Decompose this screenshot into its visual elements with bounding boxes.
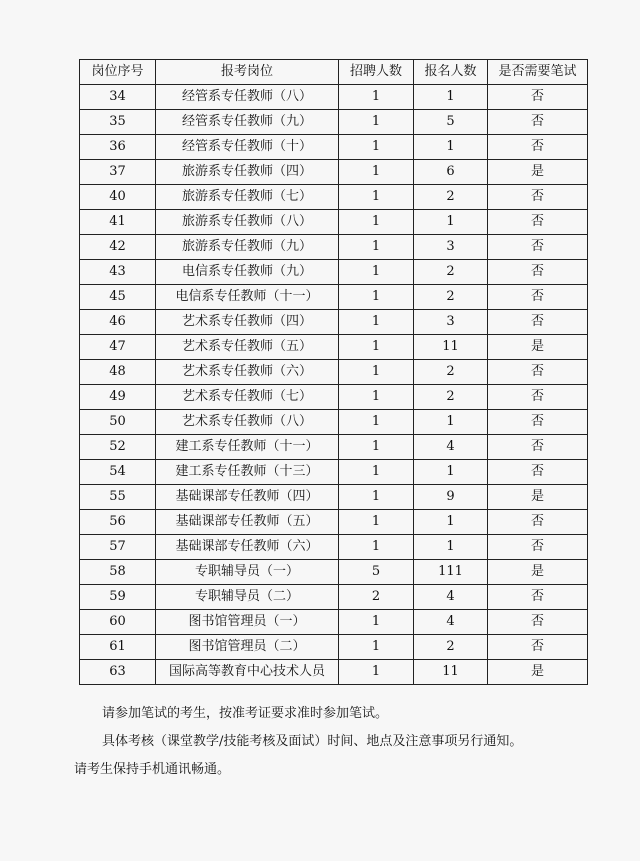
cell-position-no: 56 <box>80 510 156 535</box>
cell-written-exam: 否 <box>488 385 588 410</box>
cell-position-no: 34 <box>80 85 156 110</box>
cell-written-exam: 否 <box>488 435 588 460</box>
table-row <box>80 260 588 285</box>
cell-position-name: 电信系专任教师（九） <box>156 260 339 285</box>
cell-written-exam: 是 <box>488 160 588 185</box>
cell-written-exam: 否 <box>488 285 588 310</box>
cell-position-no: 43 <box>80 260 156 285</box>
cell-position-name: 图书馆管理员（一） <box>156 610 339 635</box>
note-phone: 请考生保持手机通讯畅通。 <box>74 762 231 777</box>
cell-applicant-count: 1 <box>414 535 488 560</box>
table-row <box>80 585 588 610</box>
cell-hiring-count: 1 <box>339 610 414 635</box>
cell-written-exam: 否 <box>488 635 588 660</box>
cell-hiring-count: 5 <box>339 560 414 585</box>
cell-applicant-count: 1 <box>414 510 488 535</box>
cell-applicant-count: 2 <box>414 185 488 210</box>
cell-position-no: 36 <box>80 135 156 160</box>
cell-applicant-count: 6 <box>414 160 488 185</box>
table-row <box>80 135 588 160</box>
table-row <box>80 660 588 685</box>
cell-applicant-count: 3 <box>414 235 488 260</box>
cell-written-exam: 是 <box>488 560 588 585</box>
cell-written-exam: 是 <box>488 660 588 685</box>
cell-hiring-count: 1 <box>339 135 414 160</box>
cell-hiring-count: 1 <box>339 360 414 385</box>
cell-position-name: 经管系专任教师（九） <box>156 110 339 135</box>
cell-position-no: 57 <box>80 535 156 560</box>
table-row <box>80 635 588 660</box>
header-written-exam: 是否需要笔试 <box>488 60 588 85</box>
cell-position-no: 42 <box>80 235 156 260</box>
cell-position-name: 建工系专任教师（十三） <box>156 460 339 485</box>
cell-applicant-count: 3 <box>414 310 488 335</box>
cell-position-no: 35 <box>80 110 156 135</box>
cell-position-no: 40 <box>80 185 156 210</box>
cell-hiring-count: 1 <box>339 310 414 335</box>
cell-hiring-count: 1 <box>339 85 414 110</box>
table-row <box>80 535 588 560</box>
cell-position-name: 艺术系专任教师（七） <box>156 385 339 410</box>
cell-hiring-count: 1 <box>339 235 414 260</box>
notes-section <box>74 700 608 784</box>
cell-written-exam: 是 <box>488 335 588 360</box>
cell-written-exam: 否 <box>488 110 588 135</box>
cell-position-name: 建工系专任教师（十一） <box>156 435 339 460</box>
cell-applicant-count: 1 <box>414 85 488 110</box>
cell-position-name: 专职辅导员（一） <box>156 560 339 585</box>
cell-position-no: 37 <box>80 160 156 185</box>
cell-position-name: 专职辅导员（二） <box>156 585 339 610</box>
table-row <box>80 560 588 585</box>
table-row <box>80 385 588 410</box>
cell-applicant-count: 1 <box>414 460 488 485</box>
cell-applicant-count: 1 <box>414 210 488 235</box>
cell-position-no: 58 <box>80 560 156 585</box>
cell-hiring-count: 1 <box>339 110 414 135</box>
cell-applicant-count: 11 <box>414 660 488 685</box>
note-written-exam: 请参加笔试的考生，按准考证要求准时参加笔试。 <box>102 706 389 721</box>
table-header <box>80 60 588 85</box>
cell-position-no: 61 <box>80 635 156 660</box>
cell-position-name: 经管系专任教师（十） <box>156 135 339 160</box>
cell-applicant-count: 2 <box>414 260 488 285</box>
cell-position-name: 旅游系专任教师（九） <box>156 235 339 260</box>
cell-written-exam: 否 <box>488 235 588 260</box>
cell-written-exam: 否 <box>488 535 588 560</box>
table-row <box>80 110 588 135</box>
table-row <box>80 485 588 510</box>
cell-written-exam: 否 <box>488 360 588 385</box>
cell-position-name: 电信系专任教师（十一） <box>156 285 339 310</box>
cell-position-name: 图书馆管理员（二） <box>156 635 339 660</box>
cell-written-exam: 否 <box>488 510 588 535</box>
cell-applicant-count: 4 <box>414 585 488 610</box>
cell-hiring-count: 1 <box>339 510 414 535</box>
positions-table <box>79 59 588 685</box>
cell-position-no: 48 <box>80 360 156 385</box>
cell-hiring-count: 1 <box>339 385 414 410</box>
cell-applicant-count: 4 <box>414 610 488 635</box>
table-header-row <box>80 60 588 85</box>
cell-hiring-count: 1 <box>339 210 414 235</box>
cell-position-name: 国际高等教育中心技术人员 <box>156 660 339 685</box>
cell-position-no: 49 <box>80 385 156 410</box>
header-position-name: 报考岗位 <box>156 60 339 85</box>
table-row <box>80 610 588 635</box>
cell-hiring-count: 1 <box>339 185 414 210</box>
cell-written-exam: 否 <box>488 210 588 235</box>
cell-written-exam: 否 <box>488 610 588 635</box>
header-hiring-count: 招聘人数 <box>339 60 414 85</box>
cell-hiring-count: 1 <box>339 460 414 485</box>
table-row <box>80 85 588 110</box>
cell-hiring-count: 1 <box>339 635 414 660</box>
cell-hiring-count: 2 <box>339 585 414 610</box>
cell-position-no: 54 <box>80 460 156 485</box>
cell-position-no: 59 <box>80 585 156 610</box>
cell-hiring-count: 1 <box>339 410 414 435</box>
table-row <box>80 335 588 360</box>
cell-applicant-count: 111 <box>414 560 488 585</box>
cell-applicant-count: 9 <box>414 485 488 510</box>
cell-position-name: 基础课部专任教师（六） <box>156 535 339 560</box>
cell-position-no: 63 <box>80 660 156 685</box>
cell-written-exam: 否 <box>488 460 588 485</box>
table-row <box>80 310 588 335</box>
cell-position-name: 基础课部专任教师（五） <box>156 510 339 535</box>
cell-position-name: 艺术系专任教师（八） <box>156 410 339 435</box>
cell-written-exam: 否 <box>488 135 588 160</box>
cell-position-name: 艺术系专任教师（五） <box>156 335 339 360</box>
cell-position-name: 基础课部专任教师（四） <box>156 485 339 510</box>
table-row <box>80 210 588 235</box>
cell-written-exam: 否 <box>488 310 588 335</box>
cell-written-exam: 否 <box>488 185 588 210</box>
cell-position-name: 旅游系专任教师（七） <box>156 185 339 210</box>
cell-hiring-count: 1 <box>339 335 414 360</box>
table-row <box>80 410 588 435</box>
cell-written-exam: 否 <box>488 260 588 285</box>
table-row <box>80 235 588 260</box>
cell-written-exam: 否 <box>488 410 588 435</box>
cell-position-name: 旅游系专任教师（八） <box>156 210 339 235</box>
table-row <box>80 435 588 460</box>
cell-applicant-count: 1 <box>414 135 488 160</box>
cell-applicant-count: 1 <box>414 410 488 435</box>
cell-written-exam: 是 <box>488 485 588 510</box>
cell-hiring-count: 1 <box>339 535 414 560</box>
table-row <box>80 510 588 535</box>
cell-position-name: 经管系专任教师（八） <box>156 85 339 110</box>
table-row <box>80 285 588 310</box>
cell-hiring-count: 1 <box>339 435 414 460</box>
cell-position-no: 46 <box>80 310 156 335</box>
table-row <box>80 185 588 210</box>
table-row <box>80 360 588 385</box>
cell-hiring-count: 1 <box>339 660 414 685</box>
header-applicant-count: 报名人数 <box>414 60 488 85</box>
cell-written-exam: 否 <box>488 585 588 610</box>
table-row <box>80 160 588 185</box>
cell-applicant-count: 2 <box>414 385 488 410</box>
cell-position-no: 47 <box>80 335 156 360</box>
cell-position-name: 旅游系专任教师（四） <box>156 160 339 185</box>
table-row <box>80 460 588 485</box>
cell-position-no: 50 <box>80 410 156 435</box>
cell-hiring-count: 1 <box>339 485 414 510</box>
cell-written-exam: 否 <box>488 85 588 110</box>
header-position-no: 岗位序号 <box>80 60 156 85</box>
cell-position-no: 45 <box>80 285 156 310</box>
cell-hiring-count: 1 <box>339 285 414 310</box>
cell-position-no: 60 <box>80 610 156 635</box>
cell-position-no: 41 <box>80 210 156 235</box>
cell-hiring-count: 1 <box>339 160 414 185</box>
cell-position-name: 艺术系专任教师（六） <box>156 360 339 385</box>
cell-applicant-count: 2 <box>414 360 488 385</box>
cell-applicant-count: 4 <box>414 435 488 460</box>
cell-applicant-count: 2 <box>414 285 488 310</box>
cell-position-no: 55 <box>80 485 156 510</box>
note-assessment: 具体考核（课堂教学/技能考核及面试）时间、地点及注意事项另行通知。 <box>102 734 523 749</box>
cell-position-name: 艺术系专任教师（四） <box>156 310 339 335</box>
cell-applicant-count: 11 <box>414 335 488 360</box>
cell-hiring-count: 1 <box>339 260 414 285</box>
cell-applicant-count: 5 <box>414 110 488 135</box>
cell-position-no: 52 <box>80 435 156 460</box>
table-body <box>80 85 588 685</box>
cell-applicant-count: 2 <box>414 635 488 660</box>
